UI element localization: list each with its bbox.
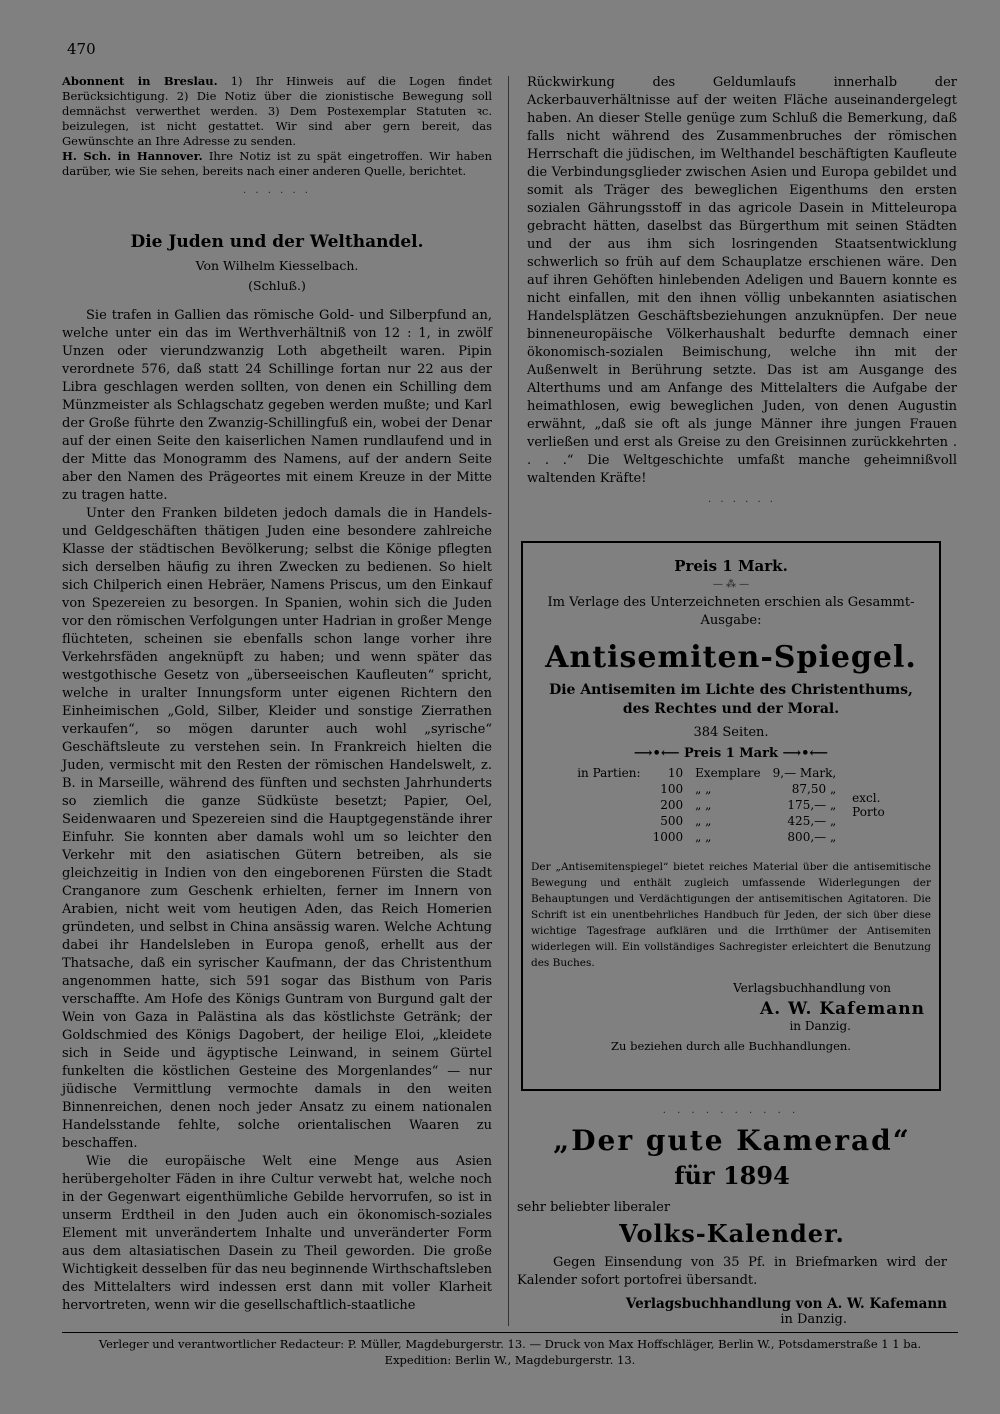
notice-2-text: Ihre Notiz ist zu spät eingetroffen. Wir haben darüber, wie Sie sehen, bereits nach einer anderen Quelle, berichtet.	[62, 149, 493, 178]
arrow-right-icon: ⟶•⟵	[782, 746, 829, 761]
ad-title: Antisemiten-Spiegel.	[545, 640, 917, 675]
footer-line-2: Expedition: Berlin W., Magdeburgerstr. 13.	[384, 1353, 636, 1367]
ad2-city: in Danzig.	[780, 1312, 847, 1327]
right-column	[527, 74, 957, 518]
volks-kalender-ad	[517, 1118, 947, 1327]
ad-order-note: Zu beziehen durch alle Buchhandlungen.	[611, 1039, 851, 1053]
ad2-year: für 1894	[674, 1161, 790, 1190]
price-qty: 100	[660, 782, 684, 796]
price-qty: 10	[667, 766, 684, 780]
price-unit: „ „	[695, 814, 712, 828]
ad2-name: Volks-Kalender.	[619, 1219, 845, 1248]
price-value: 9,— Mark,	[772, 766, 837, 780]
ad2-subline: sehr beliebter liberaler	[517, 1200, 671, 1215]
price-value: 175,— „	[787, 798, 837, 812]
ad-publisher-city: in Danzig.	[789, 1019, 851, 1033]
article-paragraph-2: Unter den Franken bildeten jedoch damals die in Handels- und Geldgeschäften thätigen Juden eine besondere zahlreiche Klasse der städtischen Bevölkerung; selbst die Könige pflegten sich derselben häufig zu ihren Zwecken zu bedienen. So hielt sich Chilperich einen Hebräer, Namens Priscus, um den Einkauf von Spezereien zu besorgen. In Spanien, wohin sich die Juden vor den römischen Verfolgungen unter Hadrian in großer Menge flüchteten, scheinen sie ebenfalls schon lange vorher ihre Verkehrsfäden angeknüpft zu haben; und wenn später das westgothische Gesetz von „überseeischen Kaufleuten“ spricht, welche in uralter Innungsform unter eigenen Richtern den Einheimischen „Gold, Silber, Kleider und sonstige Zierrathen verkaufen“, so mögen darunter auch wohl „syrische“ Geschäftsleute zu verstehen sein. In Frankreich hielten die Juden, vermischt mit den Resten der römischen Handelswelt, z. B. in Marseille, während des fünften und sechsten Jahrhunderts so ziemlich die ganze Südküste besetzt; Papier, Oel, Seidenwaaren und Spezereien sind die Hauptgegenstände ihrer Einfuhr. Sie konnten aber damals wohl um so leichter den Verkehr mit den asiatischen Gütern betreiben, als sie gleichzeitig in Indien von den eingeborenen Fürsten die Stadt Cranganore zum Geschenk erhielten, ferner im Innern von Arabien, nicht weit vom heutigen Aden, das Reich Homerien gründeten, und selbst in China ansässig waren. Welche Achtung dabei ihr Handelsleben in Europa genoß, erhellt aus der Thatsache, daß ein syrischer Kaufmann, der das Christenthum angenommen hatte, sich 591 sogar das Bisthum von Paris verschaffte. Am Hofe des Königs Guntram von Burgund galt der Wein von Gaza in Palästina als das köstlichste Getränk; der Goldschmied des Königs Dagobert, der heilige Eloi, „kleidete sich in Seide und ägyptische Leinwand, in seinem Gürtel funkelten die köstlichen Gesteine des Morgenlandes“ — nur jüdische Vermittlung vermochte damals in den weiten Binnenreichen, denen noch jeder Ansatz zu einem nationalen Handelsstande fehlte, solche orientalischen Waaren zu beschaffen.	[62, 506, 492, 1151]
notice-1-text: 1) Ihr Hinweis auf die Logen findet Berücksichtigung. 2) Die Notiz über die zionistische Bewegung soll demnächst verwerthet werden. 3) Dem Postexemplar Statuten ꝛc. beizulegen, ist nicht gestattet. Wir sind aber gern bereit, das Gewünschte an Ihre Adresse zu senden.	[62, 74, 492, 148]
ad2-title: „Der gute Kamerad“	[553, 1124, 911, 1157]
article-end-divider: · · · · · ·	[708, 497, 776, 508]
antisemiten-spiegel-ad	[521, 541, 941, 1091]
ad-dash: — ⁂ —	[712, 579, 750, 590]
article-title: Die Juden und der Welthandel.	[130, 232, 424, 252]
ad-subtitle-2: des Rechtes und der Moral.	[622, 701, 840, 717]
footer	[62, 1336, 958, 1368]
section-divider: · · · · · ·	[243, 188, 311, 199]
partien-label: in Partien:	[577, 766, 641, 780]
price-unit: Exemplare	[695, 766, 761, 780]
left-column	[62, 74, 492, 1315]
price-value: 425,— „	[787, 814, 837, 828]
ad-pages: 384 Seiten.	[693, 725, 769, 740]
price-qty: 200	[660, 798, 684, 812]
ad-intro: Im Verlage des Unterzeichneten erschien als Gesammt-Ausgabe:	[547, 595, 915, 628]
ad-price-mid-text: Preis 1 Mark	[684, 746, 778, 761]
article-paragraph-continued: Rückwirkung des Geldumlaufs innerhalb der Ackerbauverhältnisse auf der weiten Fläche auseinandergelegt haben. An dieser Stelle genüge zum Schluß die Bemerkung, daß falls nicht während des Zusammenbruches der römischen Herrschaft die jüdischen, im Welthandel beschäftigten Kaufleute die Verbindungsglieder zwischen Asien und Europa gebildet und somit als Träger des beweglichen Eigenthums den ersten sozialen Gährungsstoff in das agricole Dasein in Mitteleuropa gebracht hätten, daselbst das Bürgerthum mit seinen Städten und der aus ihm sich losringenden Staatsentwicklung schwerlich so früh auf dem Schauplatze erschienen wäre. Den auf ihren Gehöften hinlebenden Adeligen und Bauern konnte es nicht einfallen, mit den ihnen völlig unbekannten asiatischen Handelsplätzen Geschäftsbeziehungen anzuknüpfen. Der neue binneneuropäische Völkerhaushalt bedurfte demnach einer ökonomisch-sozialen Beimischung, welche ihn mit der Außenwelt in Berührung setzte. Das ist am Ausgange des Alterthums und am Anfange des Mittelalters die Aufgabe der heimathlosen, ewig beweglichen Juden, von denen Augustin erwähnt, „daß sie oft als junge Männer ihre jungen Frauen verließen und erst als Greise zu den Greisinnen zurückkehrten . . . .“ Die Weltgeschichte umfaßt manche geheimnißvoll waltenden Kräfte!	[527, 75, 957, 486]
excl-porto-note	[842, 765, 891, 845]
notice-2-head: H. Sch. in Hannover.	[62, 149, 203, 163]
ad-separator: · · · · · · · · · ·	[662, 1108, 800, 1119]
ad-price-top: Preis 1 Mark.	[674, 557, 788, 575]
price-qty: 500	[660, 814, 684, 828]
price-value: 87,50 „	[791, 782, 837, 796]
notice-1	[62, 74, 492, 149]
notice-1-head: Abonnent in Breslau.	[62, 74, 218, 88]
ad-description: Der „Antisemitenspiegel“ bietet reiches Material über die antisemitische Bewegung und enthält zugleich umfassende Widerlegungen der Behauptungen und Verdächtigungen der antisemitischen Agitatoren. Die Schrift ist ein unentbehrliches Handbuch für Jeden, der sich über diese wichtige Tagesfrage aufklären und die Irrthümer der Antisemiten widerlegen will. Ein vollständiges Sachregister erleichtert die Benutzung des Buches.	[531, 861, 931, 969]
arrow-left-icon: ⟶•⟵	[633, 746, 680, 761]
footer-line-1: Verleger und verantwortlicher Redacteur: P. Müller, Magdeburgerstr. 13. — Druck von Max Hoffschläger, Berlin W., Potsdamerstraße 1 1 ba.	[98, 1337, 922, 1351]
price-unit: „ „	[695, 782, 712, 796]
price-value: 800,— „	[787, 830, 837, 844]
price-qty: 1000	[652, 830, 684, 844]
ad-subtitle-1: Die Antisemiten im Lichte des Christenthums,	[549, 682, 913, 698]
ad-publisher-label: Verlagsbuchhandlung von	[733, 981, 891, 995]
ad-price-mid	[531, 746, 931, 761]
ad2-publisher: Verlagsbuchhandlung von A. W. Kafemann	[625, 1296, 947, 1312]
price-row	[571, 765, 891, 781]
article-note: (Schluß.)	[248, 278, 306, 293]
porto-label: Porto	[852, 805, 885, 819]
ad-publisher-name: A. W. Kafemann	[760, 999, 925, 1019]
footer-rule	[62, 1332, 958, 1333]
column-divider	[508, 76, 509, 1326]
price-unit: „ „	[695, 798, 712, 812]
article-author: Von Wilhelm Kiesselbach.	[195, 258, 359, 273]
price-unit: „ „	[695, 830, 712, 844]
excl-label: excl.	[852, 791, 881, 805]
page-number: 470	[67, 40, 96, 58]
ad2-text: Gegen Einsendung von 35 Pf. in Briefmarken wird der Kalender sofort portofrei übersandt.	[517, 1255, 947, 1288]
price-table	[571, 765, 891, 845]
notice-2	[62, 149, 492, 179]
article-paragraph-3: Wie die europäische Welt eine Menge aus Asien herübergeholter Fäden in ihre Cultur verwebt hat, welche noch in der Gegenwart eigenthümliche Gebilde hervorrufen, so ist in unserm Erdtheil in den Juden auch ein ökonomisch-soziales Element mit unverändertem Inhalte und unveränderter Form aus dem altasiatischen Dasein zu Theil geworden. Die große Wichtigkeit desselben für das neu beginnende Wirthschaftsleben des Mittelalters wird indessen erst dann mit voller Klarheit hervortreten, wenn wir die gesellschaftlich-staatliche	[62, 1154, 493, 1313]
article-paragraph-1: Sie trafen in Gallien das römische Gold- und Silberpfund an, welche unter ein das im Werthverhältniß von 12 : 1, in zwölf Unzen oder vierundzwanzig Loth abgetheilt waren. Pipin verordnete 576, daß statt 24 Schillinge fortan nur 22 aus der Libra geschlagen werden sollten, von denen ein Schilling dem Münzmeister als Schlagschatz gegeben werden mußte; und Karl der Große führte den Zwanzig-Schillingfuß ein, wobei der Denar auf der einen Seite den kaiserlichen Namen rundlaufend und in der Mitte das Monogramm des Namens, auf der andern Seite aber den Namen des Prägeortes mit einem Kreuze in der Mitte zu tragen hatte.	[62, 308, 492, 503]
